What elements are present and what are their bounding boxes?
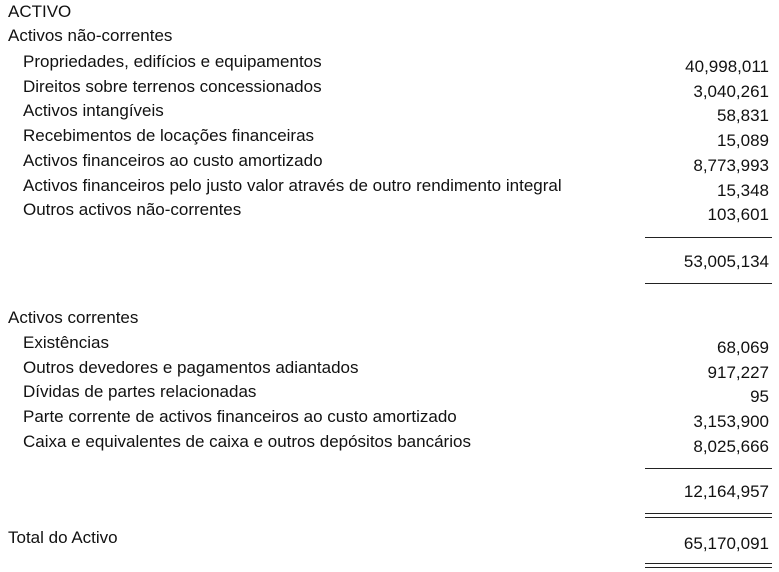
non-current-item-label: Activos financeiros ao custo amortizado	[23, 151, 323, 170]
total-double-rule-top-2	[645, 517, 772, 518]
current-item-value: 95	[750, 387, 769, 406]
current-subtotal: 12,164,957	[683, 482, 769, 501]
current-item-value: 8,025,666	[693, 437, 769, 456]
current-item-value: 917,227	[707, 363, 769, 382]
current-item-value: 68,069	[717, 338, 769, 357]
non-current-item-label: Outros activos não-correntes	[23, 200, 242, 219]
non-current-item-value: 3,040,261	[693, 82, 769, 101]
non-current-item-label: Activos financeiros pelo justo valor através de outro rendimento integral	[23, 176, 562, 195]
non-current-item-value: 103,601	[707, 205, 769, 224]
subtotal-rule-bottom	[645, 283, 772, 284]
current-assets-title: Activos correntes	[8, 308, 139, 327]
current-item-label: Existências	[23, 333, 109, 352]
total-double-rule-bottom-2	[645, 567, 772, 568]
non-current-item-label: Recebimentos de locações financeiras	[23, 126, 315, 145]
non-current-item-label: Propriedades, edifícios e equipamentos	[23, 52, 322, 71]
section-heading-activo: ACTIVO	[8, 2, 72, 21]
total-double-rule-bottom-1	[645, 563, 772, 564]
non-current-item-label: Activos intangíveis	[23, 101, 164, 120]
current-item-label: Outros devedores e pagamentos adiantados	[23, 358, 359, 377]
non-current-item-value: 40,998,011	[685, 57, 769, 76]
non-current-item-value: 58,831	[717, 106, 769, 125]
total-value: 65,170,091	[683, 534, 769, 553]
total-label: Total do Activo	[8, 528, 118, 547]
current-item-label: Caixa e equivalentes de caixa e outros depósitos bancários	[23, 432, 471, 451]
subtotal-rule-top	[645, 237, 772, 238]
non-current-item-value: 15,089	[717, 131, 769, 150]
subtotal-rule-top	[645, 468, 772, 469]
non-current-item-value: 8,773,993	[693, 156, 769, 175]
total-double-rule-top-1	[645, 513, 772, 514]
non-current-item-value: 15,348	[717, 181, 769, 200]
current-item-label: Parte corrente de activos financeiros ao custo amortizado	[23, 407, 457, 426]
non-current-assets-title: Activos não-correntes	[8, 26, 173, 45]
non-current-subtotal: 53,005,134	[683, 252, 769, 271]
current-item-value: 3,153,900	[693, 412, 769, 431]
current-item-label: Dívidas de partes relacionadas	[23, 382, 257, 401]
non-current-item-label: Direitos sobre terrenos concessionados	[23, 77, 322, 96]
